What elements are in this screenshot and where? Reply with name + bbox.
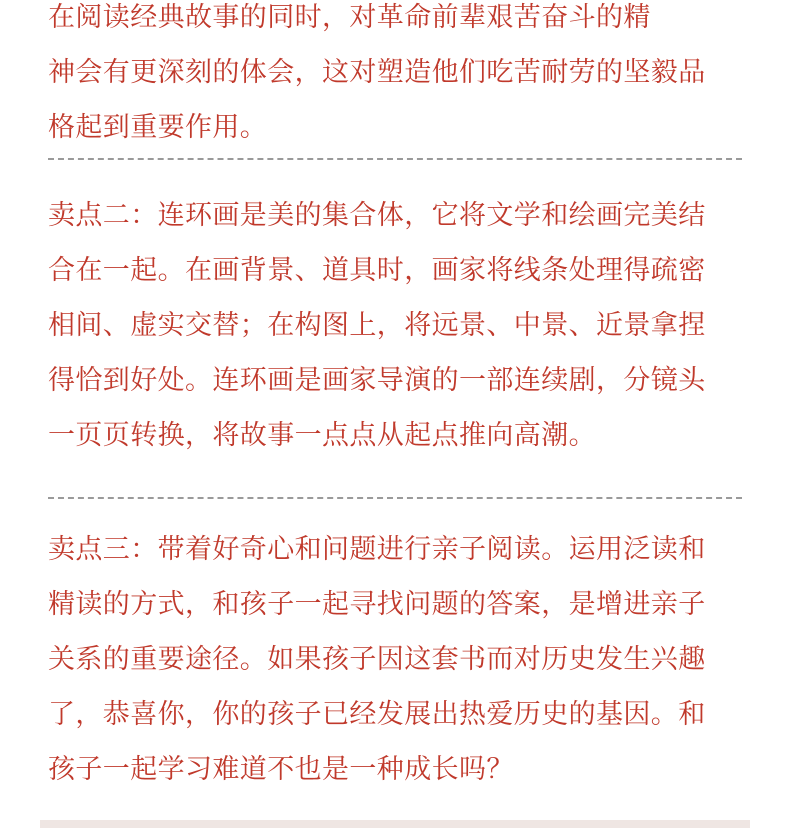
selling-point-3-line-4: 了，恭喜你，你的孩子已经发展出热爱历史的基因。和: [48, 699, 706, 730]
dashed-divider-1: [48, 158, 742, 160]
selling-point-3-line-1: 卖点三：带着好奇心和问题进行亲子阅读。运用泛读和: [48, 534, 706, 565]
selling-point-2-line-3: 相间、虚实交替；在构图上，将远景、中景、近景拿捏: [48, 310, 706, 341]
intro-line-1: 在阅读经典故事的同时，对革命前辈艰苦奋斗的精: [48, 2, 651, 33]
selling-point-2-line-2: 合在一起。在画背景、道具时，画家将线条处理得疏密: [48, 255, 706, 286]
selling-point-3-line-3: 关系的重要途径。如果孩子因这套书而对历史发生兴趣: [48, 644, 706, 675]
intro-paragraph: [48, 0, 748, 155]
intro-line-2: 神会有更深刻的体会，这对塑造他们吃苦耐劳的坚毅品: [48, 57, 706, 88]
selling-point-3-line-5: 孩子一起学习难道不也是一种成长吗？: [48, 754, 514, 785]
selling-point-2-line-4: 得恰到好处。连环画是画家导演的一部连续剧，分镜头: [48, 365, 706, 396]
intro-line-3: 格起到重要作用。: [48, 112, 268, 143]
selling-point-2-line-5: 一页页转换，将故事一点点从起点推向高潮。: [48, 420, 596, 451]
bottom-edge-band: [40, 820, 750, 828]
selling-point-3-line-2: 精读的方式，和孩子一起寻找问题的答案，是增进亲子: [48, 589, 706, 620]
selling-point-2-paragraph: [48, 188, 748, 463]
selling-point-3-paragraph: [48, 522, 748, 797]
dashed-divider-2: [48, 497, 742, 499]
selling-point-2-line-1: 卖点二：连环画是美的集合体，它将文学和绘画完美结: [48, 200, 706, 231]
